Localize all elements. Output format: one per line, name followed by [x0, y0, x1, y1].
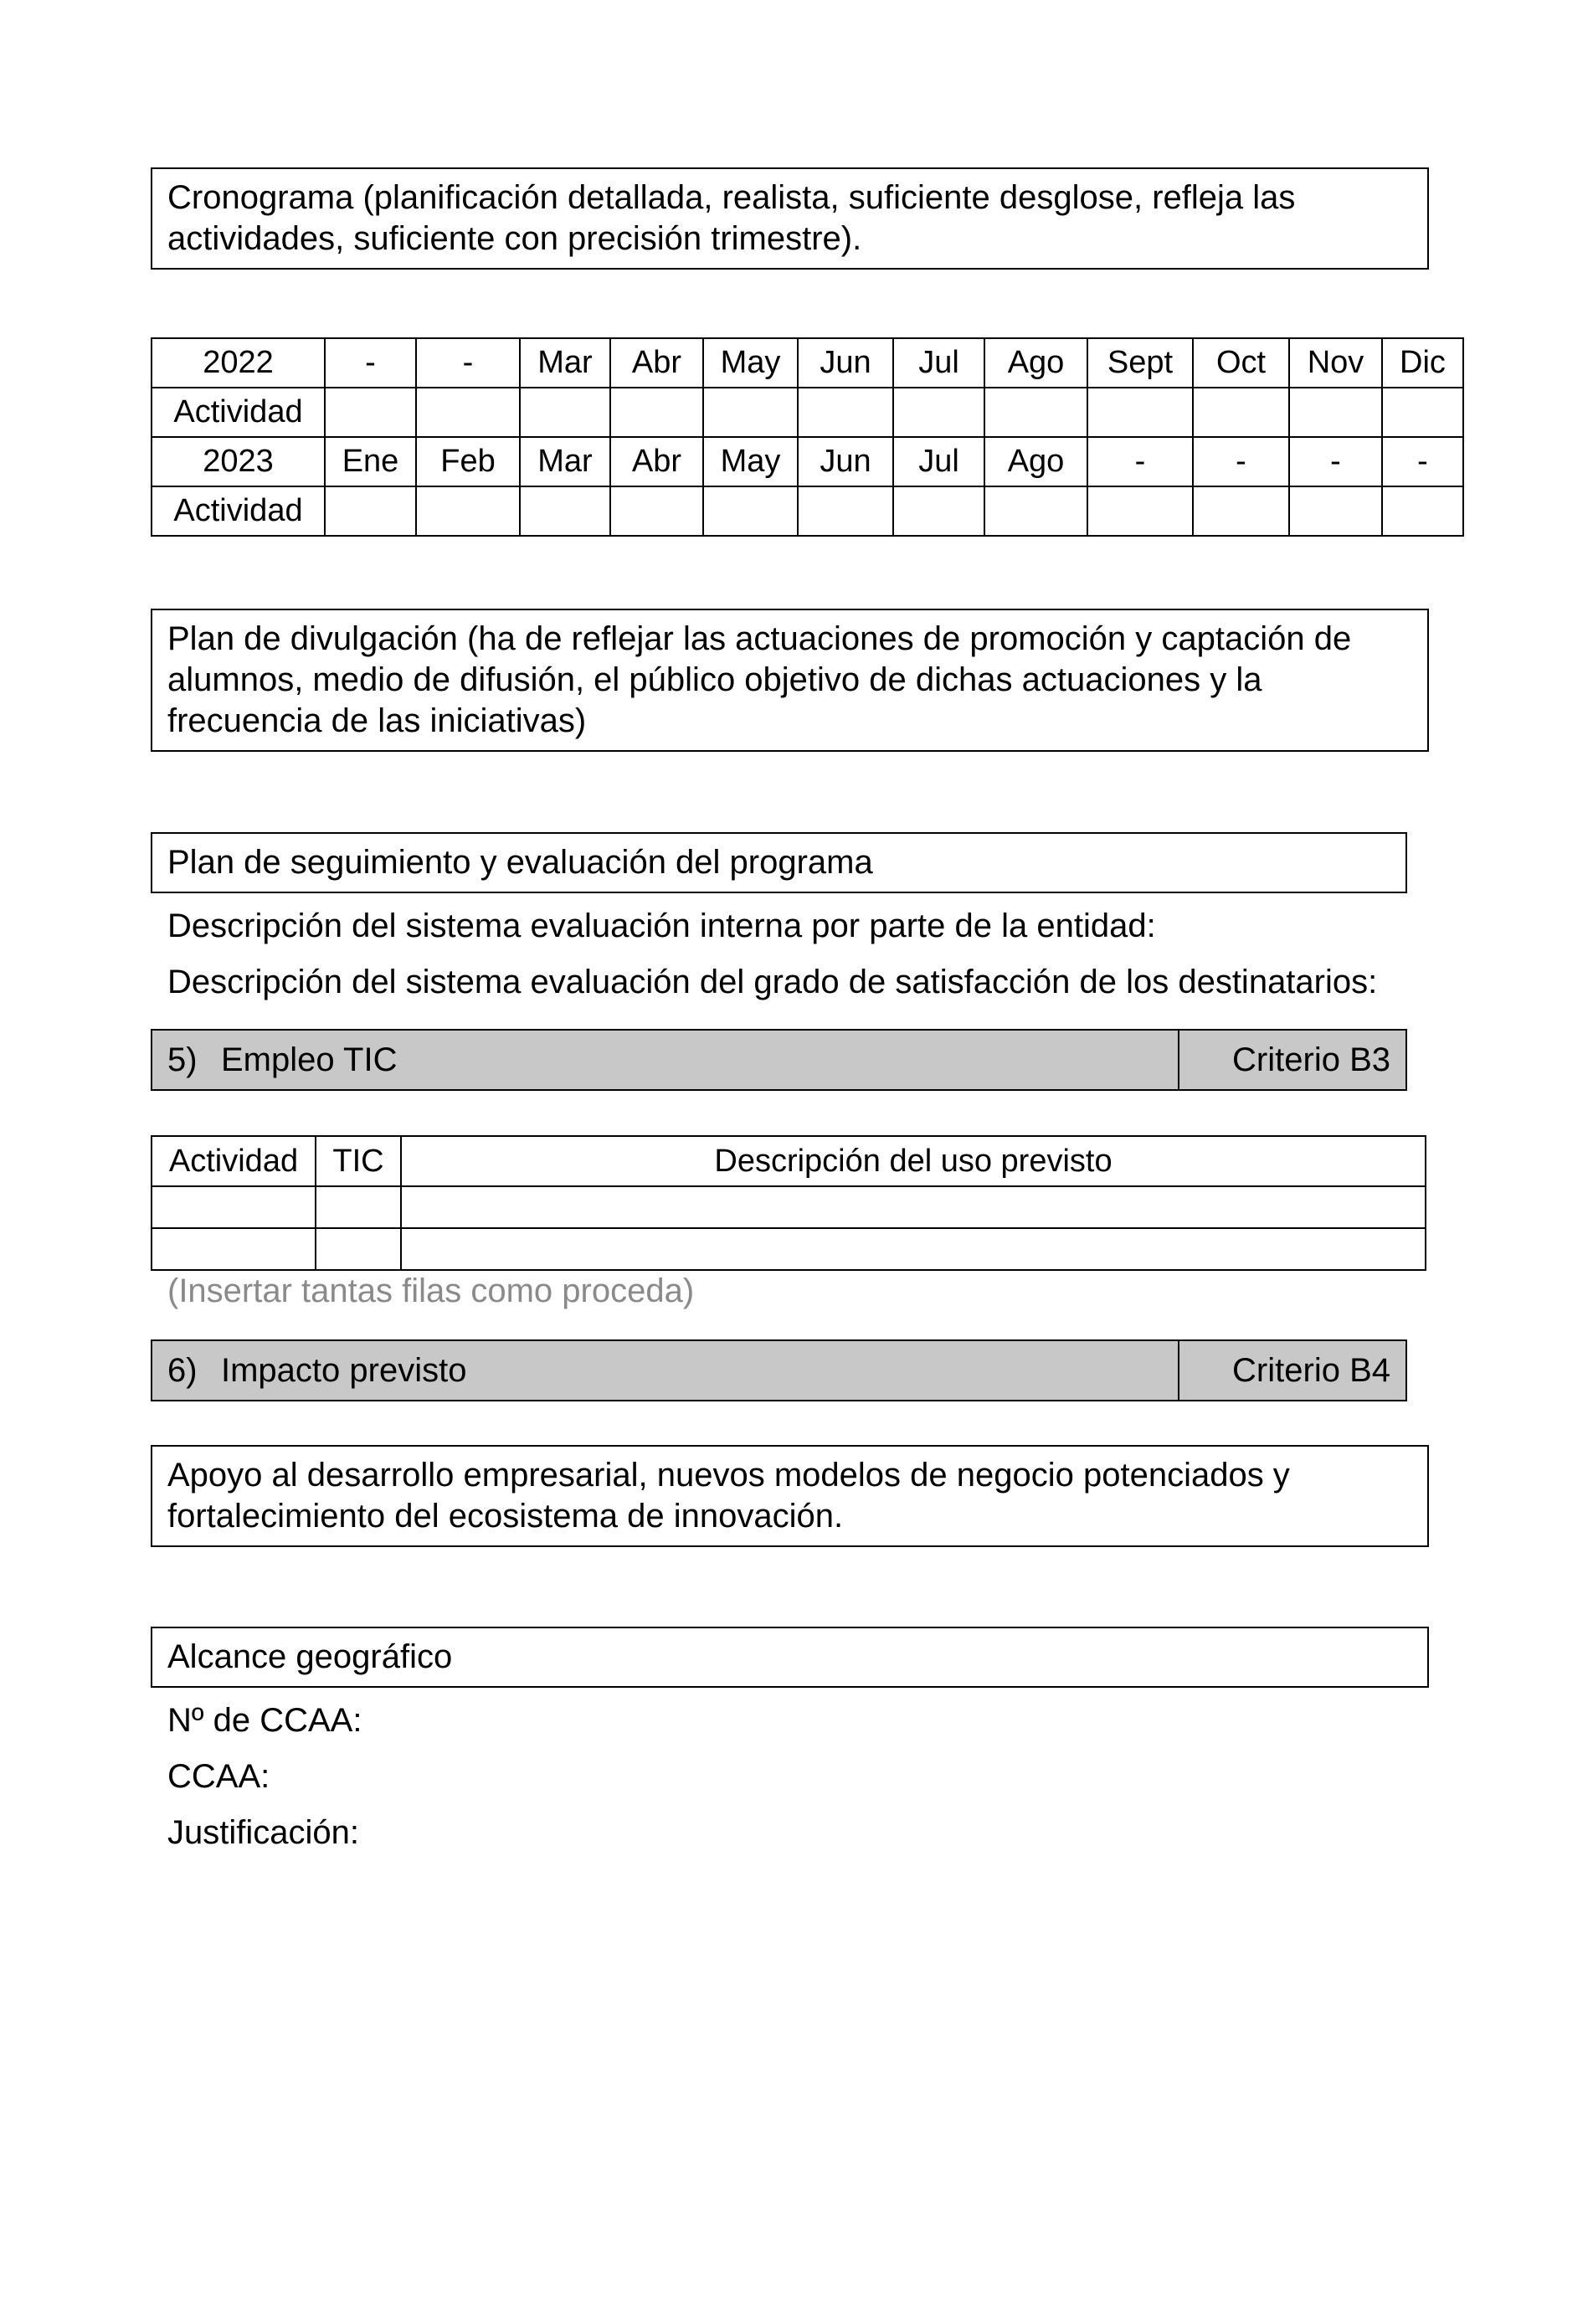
cronograma-cell: Jun [798, 338, 893, 388]
cronograma-cell: May [703, 338, 798, 388]
cronograma-cell: Sept [1087, 338, 1193, 388]
section-6-label: Impacto previsto [221, 1351, 467, 1389]
cronograma-cell: Jun [798, 437, 893, 486]
tic-header-tic: TIC [316, 1136, 401, 1186]
cronograma-cell: Ago [984, 437, 1087, 486]
cronograma-cell[interactable] [893, 486, 984, 536]
cronograma-cell[interactable] [798, 486, 893, 536]
cronograma-cell[interactable] [325, 388, 416, 437]
cronograma-cell[interactable] [1382, 388, 1463, 437]
table-row [152, 338, 1463, 388]
cronograma-cell: - [1289, 437, 1382, 486]
cronograma-cell: Jul [893, 338, 984, 388]
tic-cell[interactable] [401, 1228, 1426, 1270]
tic-note: (Insertar tantas filas como proceda) [167, 1273, 695, 1309]
cronograma-cell[interactable] [610, 388, 703, 437]
seguimiento-line-interna: Descripción del sistema evaluación interna por parte de la entidad: [167, 907, 1156, 944]
cronograma-cell[interactable] [893, 388, 984, 437]
section-6-title [152, 1341, 1178, 1400]
tic-header-descripcion: Descripción del uso previsto [401, 1136, 1426, 1186]
cronograma-cell: - [416, 338, 520, 388]
tic-table-header-row [152, 1136, 1426, 1186]
tic-cell[interactable] [152, 1228, 316, 1270]
alcance-ccaa-num: Nº de CCAA: [167, 1702, 362, 1739]
cronograma-cell: Oct [1193, 338, 1289, 388]
section-6-header [151, 1339, 1407, 1401]
cronograma-row-label: 2022 [152, 338, 325, 388]
section-6-criterio: Criterio B4 [1178, 1341, 1405, 1400]
seguimiento-title-box: Plan de seguimiento y evaluación del programa [151, 832, 1407, 893]
alcance-title-box: Alcance geográfico [151, 1627, 1429, 1688]
cronograma-cell[interactable] [984, 388, 1087, 437]
cronograma-cell[interactable] [1087, 388, 1193, 437]
cronograma-cell: Mar [520, 437, 610, 486]
tic-table [151, 1135, 1426, 1271]
table-row [152, 437, 1463, 486]
cronograma-cell[interactable] [416, 486, 520, 536]
seguimiento-line-satisfaccion: Descripción del sistema evaluación del grado de satisfacción de los destinatarios: [167, 964, 1378, 1000]
section-5-header [151, 1029, 1407, 1091]
tic-cell[interactable] [152, 1186, 316, 1228]
cronograma-cell[interactable] [1289, 486, 1382, 536]
cronograma-cell[interactable] [520, 388, 610, 437]
table-row [152, 1186, 1426, 1228]
table-row [152, 388, 1463, 437]
cronograma-row-label: 2023 [152, 437, 325, 486]
cronograma-cell: - [1382, 437, 1463, 486]
cronograma-cell[interactable] [1193, 486, 1289, 536]
cronograma-cell[interactable] [1193, 388, 1289, 437]
cronograma-cell[interactable] [325, 486, 416, 536]
alcance-justificacion: Justificación: [167, 1814, 359, 1851]
section-5-label: Empleo TIC [221, 1041, 398, 1078]
cronograma-cell[interactable] [416, 388, 520, 437]
cronograma-row-label: Actividad [152, 388, 325, 437]
cronograma-cell: Dic [1382, 338, 1463, 388]
tic-header-actividad: Actividad [152, 1136, 316, 1186]
alcance-ccaa: CCAA: [167, 1758, 270, 1795]
cronograma-cell: Abr [610, 338, 703, 388]
impacto-box: Apoyo al desarrollo empresarial, nuevos modelos de negocio potenciados y fortalecimiento del ecosistema de innovación. [151, 1445, 1429, 1547]
cronograma-cell[interactable] [703, 486, 798, 536]
cronograma-cell: Nov [1289, 338, 1382, 388]
cronograma-cell: Ene [325, 437, 416, 486]
section-5-title [152, 1031, 1178, 1089]
cronograma-cell: Abr [610, 437, 703, 486]
cronograma-cell: - [325, 338, 416, 388]
section-5-criterio: Criterio B3 [1178, 1031, 1405, 1089]
cronograma-box: Cronograma (planificación detallada, realista, suficiente desglose, refleja las actividades, suficiente con precisión trimestre). [151, 167, 1429, 270]
cronograma-cell[interactable] [1289, 388, 1382, 437]
divulgacion-box: Plan de divulgación (ha de reflejar las actuaciones de promoción y captación de alumnos, medio de difusión, el público objetivo de dichas actuaciones y la frecuencia de las iniciativas) [151, 609, 1429, 752]
section-6-number: 6) [167, 1351, 198, 1389]
cronograma-cell: - [1087, 437, 1193, 486]
cronograma-cell[interactable] [1087, 486, 1193, 536]
tic-cell[interactable] [316, 1228, 401, 1270]
cronograma-cell[interactable] [798, 388, 893, 437]
cronograma-cell[interactable] [984, 486, 1087, 536]
tic-cell[interactable] [401, 1186, 1426, 1228]
section-5-number: 5) [167, 1041, 198, 1078]
cronograma-cell: May [703, 437, 798, 486]
cronograma-cell[interactable] [703, 388, 798, 437]
cronograma-cell[interactable] [1382, 486, 1463, 536]
cronograma-cell: Ago [984, 338, 1087, 388]
table-row [152, 1228, 1426, 1270]
cronograma-table [151, 337, 1464, 537]
cronograma-cell: Jul [893, 437, 984, 486]
table-row [152, 486, 1463, 536]
cronograma-cell: - [1193, 437, 1289, 486]
cronograma-cell[interactable] [520, 486, 610, 536]
cronograma-cell: Mar [520, 338, 610, 388]
cronograma-row-label: Actividad [152, 486, 325, 536]
tic-cell[interactable] [316, 1186, 401, 1228]
cronograma-cell[interactable] [610, 486, 703, 536]
cronograma-cell: Feb [416, 437, 520, 486]
